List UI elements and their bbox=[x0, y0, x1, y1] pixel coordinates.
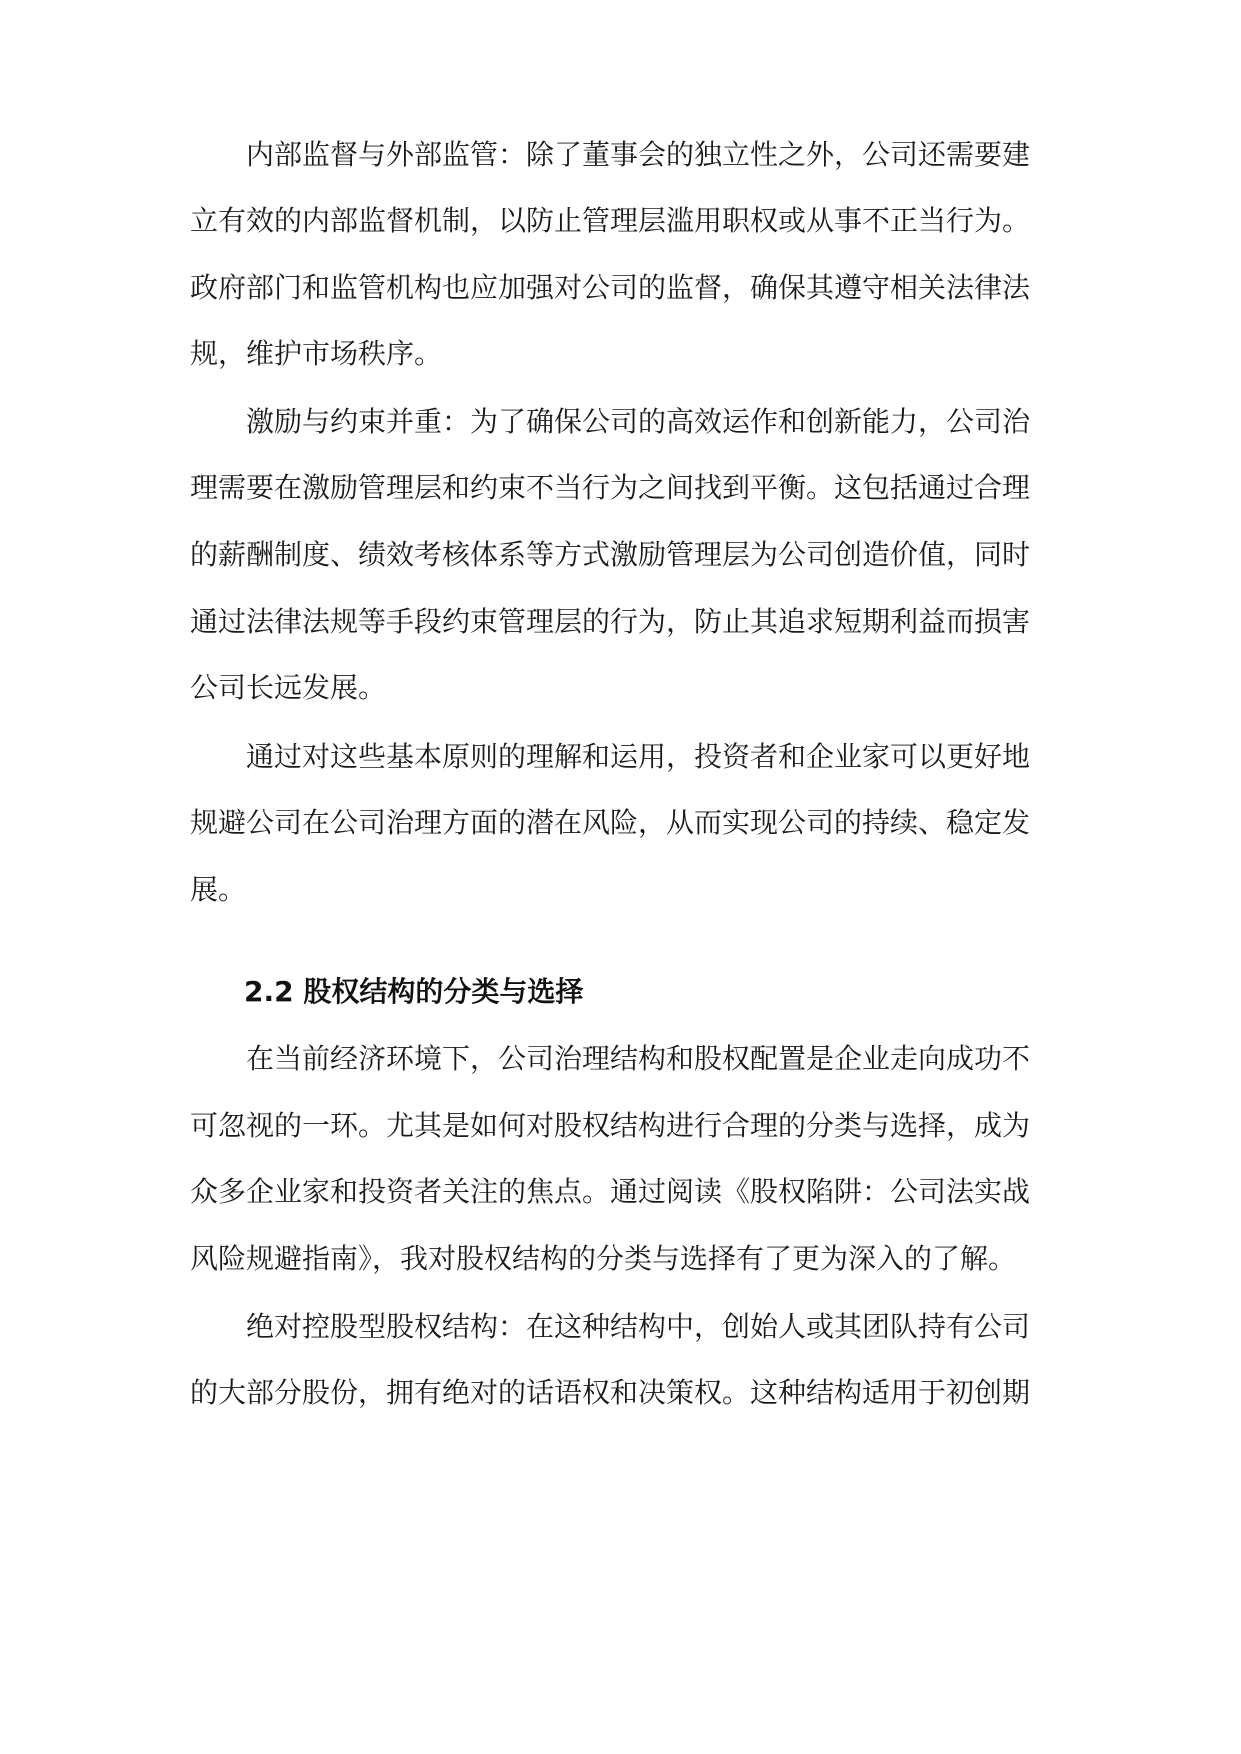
paragraph-2-line-3: 的薪酬制度、绩效考核体系等方式激励管理层为公司创造价值，同时 bbox=[190, 538, 1031, 571]
paragraph-3-line-1: 通过对这些基本原则的理解和运用，投资者和企业家可以更好地 bbox=[246, 740, 1031, 773]
section-paragraph-1-line-4: 风险规避指南》，我对股权结构的分类与选择有了更为深入的了解。 bbox=[190, 1242, 1017, 1275]
paragraph-2-line-1: 激励与约束并重：为了确保公司的高效运作和创新能力，公司治 bbox=[246, 405, 1031, 438]
paragraph-1-line-2: 立有效的内部监督机制，以防止管理层滥用职权或从事不正当行为。 bbox=[190, 204, 1031, 237]
paragraph-2-line-4: 通过法律法规等手段约束管理层的行为，防止其追求短期利益而损害 bbox=[190, 605, 1031, 638]
section-paragraph-2-line-1: 绝对控股型股权结构：在这种结构中，创始人或其团队持有公司 bbox=[246, 1310, 1031, 1343]
section-heading: 2.2 股权结构的分类与选择 bbox=[244, 975, 584, 1008]
section-paragraph-1-line-3: 众多企业家和投资者关注的焦点。通过阅读《股权陷阱：公司法实战 bbox=[190, 1175, 1031, 1208]
section-paragraph-2-line-2: 的大部分股份，拥有绝对的话语权和决策权。这种结构适用于初创期 bbox=[190, 1376, 1031, 1409]
paragraph-1-line-3: 政府部门和监管机构也应加强对公司的监督，确保其遵守相关法律法 bbox=[190, 271, 1031, 304]
section-paragraph-1-line-1: 在当前经济环境下，公司治理结构和股权配置是企业走向成功不 bbox=[246, 1042, 1031, 1075]
section-paragraph-1-line-2: 可忽视的一环。尤其是如何对股权结构进行合理的分类与选择，成为 bbox=[190, 1109, 1031, 1142]
paragraph-3-line-2: 规避公司在公司治理方面的潜在风险，从而实现公司的持续、稳定发 bbox=[190, 806, 1031, 839]
paragraph-2-line-2: 理需要在激励管理层和约束不当行为之间找到平衡。这包括通过合理 bbox=[190, 471, 1031, 504]
paragraph-2-line-5: 公司长远发展。 bbox=[190, 671, 387, 704]
paragraph-3-line-3: 展。 bbox=[190, 873, 247, 906]
paragraph-1-line-4: 规，维护市场秩序。 bbox=[190, 337, 443, 370]
paragraph-1-line-1: 内部监督与外部监管：除了董事会的独立性之外，公司还需要建 bbox=[246, 138, 1031, 171]
